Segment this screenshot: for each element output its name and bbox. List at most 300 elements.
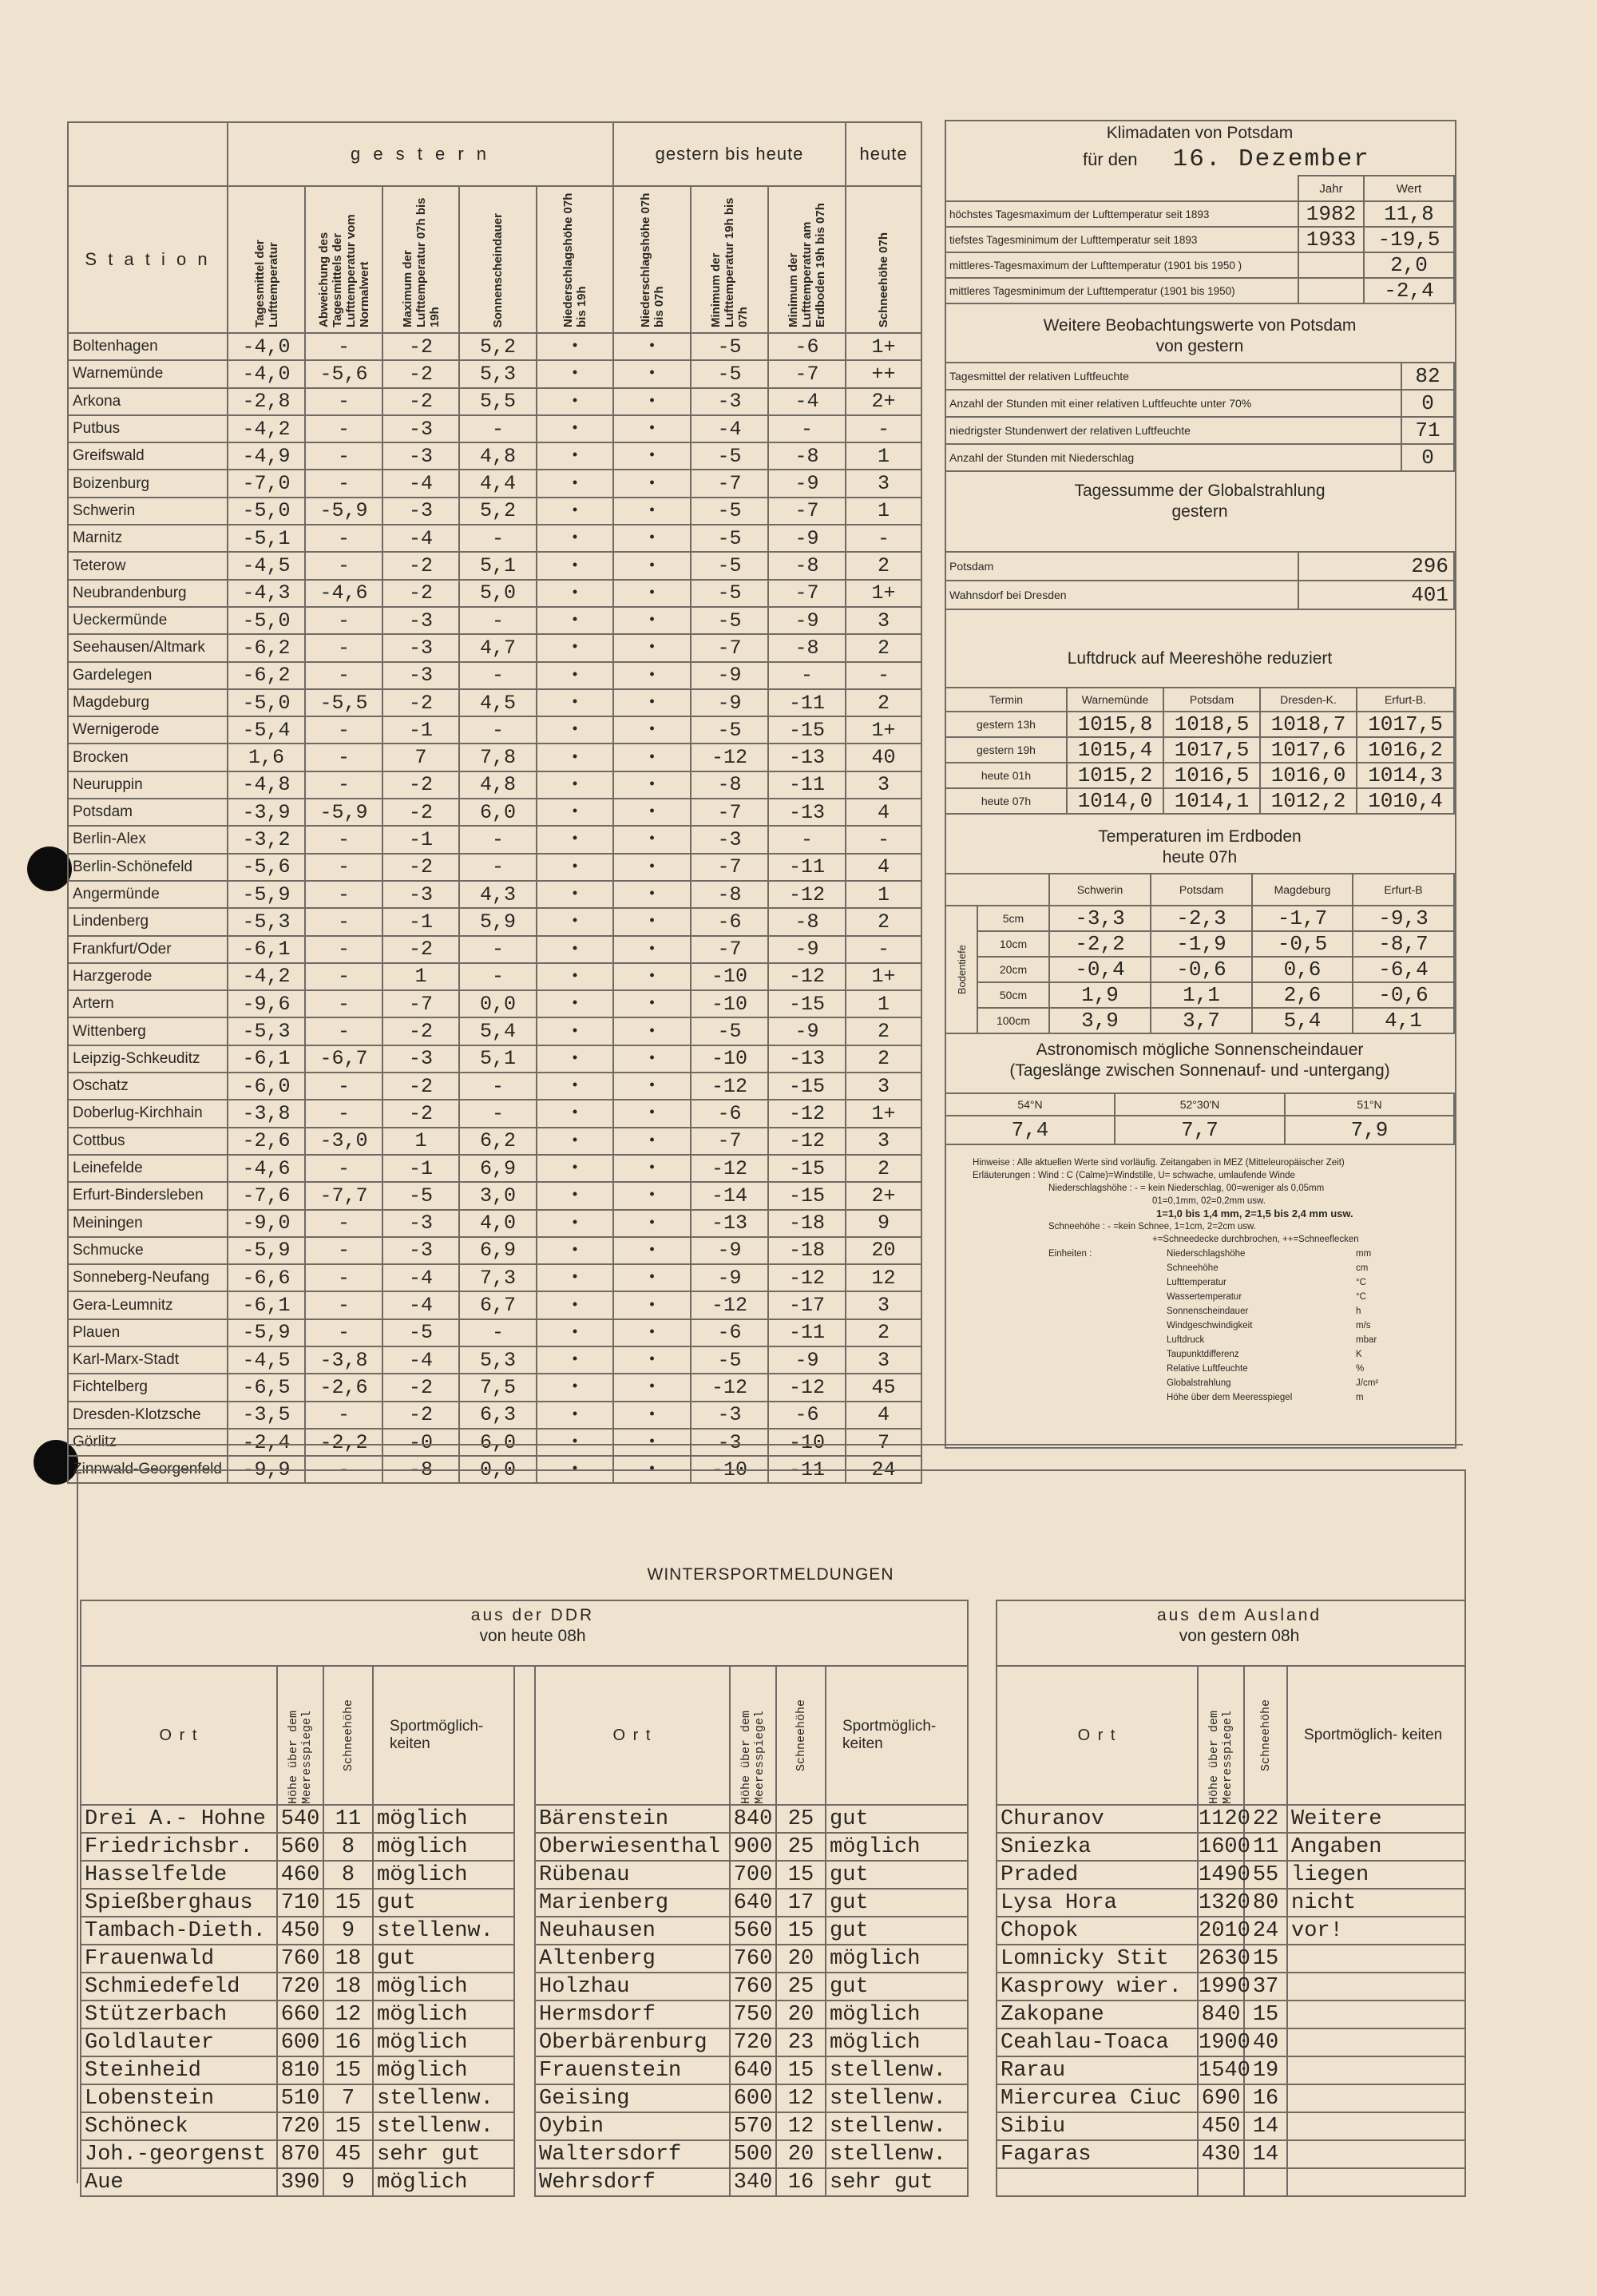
astro-value: 7,7	[1115, 1116, 1285, 1144]
wintersport-row	[81, 2028, 1465, 2056]
station-value: -	[305, 854, 382, 881]
station-value: 7,5	[459, 1374, 537, 1401]
ddr_right-cell: Geising	[535, 2084, 730, 2112]
luftdruck-termin: heute 01h	[945, 763, 1067, 788]
station-value: •	[613, 634, 691, 661]
ausland-cell: 2630	[1198, 1945, 1244, 1973]
erdboden-value: 1,9	[1049, 982, 1151, 1008]
station-row	[68, 1429, 921, 1456]
ddr_right-cell: 12	[776, 2112, 826, 2140]
station-value: -2,6	[228, 1128, 305, 1155]
klima-label: tiefstes Tagesminimum der Lufttemperatur seit 1893	[945, 227, 1298, 252]
ddr-title: aus der DDR	[470, 1606, 595, 1624]
station-value: -4,0	[228, 333, 305, 360]
astro-header: 54°N	[945, 1093, 1115, 1116]
station-value: •	[537, 1237, 613, 1264]
luftdruck-value: 1015,2	[1067, 763, 1163, 788]
column-header-text: Schneehöhe 07h	[877, 232, 891, 327]
station-value: •	[537, 826, 613, 853]
erdboden-row	[945, 982, 1454, 1008]
station-value: 6,0	[459, 1429, 537, 1456]
ausland-cell: 690	[1198, 2084, 1244, 2112]
station-value: -10	[768, 1429, 846, 1456]
ddr_left-cell: Lobenstein	[81, 2084, 277, 2112]
ddr_left-cell: Hasselfelde	[81, 1861, 277, 1889]
station-value: -15	[768, 990, 846, 1017]
station-value: -7	[382, 990, 459, 1017]
station-value: -	[768, 662, 846, 689]
station-name: Wittenberg	[68, 1017, 228, 1045]
ausland-cell: 1540	[1198, 2056, 1244, 2084]
station-value: -9,0	[228, 1210, 305, 1237]
luftdruck-row	[945, 788, 1454, 814]
station-name: Leipzig-Schkeuditz	[68, 1045, 228, 1073]
hinweise-line3: Niederschlagshöhe : - = kein Niederschlag, 00=weniger als 0,05mm	[1048, 1184, 1325, 1193]
ddr_right-cell: möglich	[826, 2028, 968, 2056]
station-value: -9	[768, 607, 846, 634]
station-value: •	[613, 744, 691, 771]
station-name: Dresden-Klotzsche	[68, 1402, 228, 1429]
erdboden-row	[945, 957, 1454, 982]
ausland-cell: 22	[1244, 1805, 1287, 1833]
station-value: -	[459, 826, 537, 853]
station-row	[68, 1210, 921, 1237]
station-value: 1+	[846, 716, 921, 744]
einheit-row	[973, 1362, 1452, 1377]
station-value: -12	[691, 1155, 768, 1182]
station-value: -7	[768, 498, 846, 525]
station-value: -2,2	[305, 1429, 382, 1456]
global-label: Potsdam	[945, 552, 1298, 581]
station-value: -	[305, 1319, 382, 1346]
station-value: 5,1	[459, 1045, 537, 1073]
ausland-cell	[997, 2168, 1198, 2196]
einheit-row	[973, 1334, 1452, 1348]
ddr_right-cell: 840	[730, 1805, 776, 1833]
ausland-cell: Zakopane	[997, 2001, 1198, 2028]
station-value: -	[459, 1073, 537, 1100]
station-value: •	[613, 442, 691, 470]
station-value: •	[537, 388, 613, 415]
hinweise-line5: 1=1,0 bis 1,4 mm, 2=1,5 bis 2,4 mm usw.	[1156, 1207, 1353, 1219]
station-value: -	[305, 826, 382, 853]
erdboden-value: -1,7	[1252, 906, 1353, 931]
station-value: -	[305, 771, 382, 799]
station-value: •	[537, 333, 613, 360]
station-value: 1	[846, 881, 921, 908]
station-value: -	[459, 415, 537, 442]
ddr_right-cell: 23	[776, 2028, 826, 2056]
station-name: Görlitz	[68, 1429, 228, 1456]
ddr_left-cell: möglich	[373, 1861, 514, 1889]
column-header-4	[537, 186, 613, 333]
ddr_left-cell: 18	[323, 1945, 373, 1973]
luftdruck-value: 1018,5	[1163, 712, 1260, 737]
erdboden-value: 5,4	[1252, 1008, 1353, 1033]
einheit-unit: mbar	[1356, 1335, 1377, 1345]
station-value: •	[613, 799, 691, 826]
station-value: 6,0	[459, 799, 537, 826]
wintersport-table	[80, 1600, 1466, 2197]
group-header-heute: heute	[846, 122, 921, 186]
station-value: -6,1	[228, 936, 305, 963]
station-value: -	[459, 716, 537, 744]
station-value: -2,4	[228, 1429, 305, 1456]
einheit-row	[973, 1305, 1452, 1319]
station-value: -5	[691, 333, 768, 360]
station-value: -2	[382, 360, 459, 387]
station-value: 5,2	[459, 333, 537, 360]
station-value: -4	[382, 470, 459, 497]
ausland-cell: 1600	[1198, 1833, 1244, 1861]
ddr_left-cell: 390	[277, 2168, 323, 2196]
station-value: -	[846, 826, 921, 853]
station-value: -	[459, 936, 537, 963]
station-value: •	[537, 1346, 613, 1374]
ddr_left-cell: gut	[373, 1889, 514, 1917]
station-value: -3	[382, 415, 459, 442]
station-value: •	[613, 333, 691, 360]
station-name: Greifswald	[68, 442, 228, 470]
ausland-cell: 11	[1244, 1833, 1287, 1861]
ausland-cell	[1287, 1945, 1465, 1973]
einheit-name: Niederschlagshöhe	[1167, 1249, 1246, 1259]
wintersport-row	[81, 2084, 1465, 2112]
ddr_left-cell: möglich	[373, 2028, 514, 2056]
erdboden-value: -0,6	[1151, 957, 1252, 982]
station-name: Meiningen	[68, 1210, 228, 1237]
hoehe-header-text: Höhe über dem Meeresspiegel	[739, 1710, 767, 1804]
ddr_left-cell: möglich	[373, 1973, 514, 2001]
klima-jahr: 1982	[1298, 201, 1364, 227]
wintersport-title: WINTERSPORTMELDUNGEN	[647, 1565, 894, 1584]
einheit-name: Windgeschwindigkeit	[1167, 1321, 1253, 1330]
station-value: -9	[768, 1017, 846, 1045]
ddr_right-cell: 750	[730, 2001, 776, 2028]
ausland-sport-header: Sportmöglich- keiten	[1287, 1666, 1465, 1805]
ddr_right-cell: 560	[730, 1917, 776, 1945]
erdboden-value: 2,6	[1252, 982, 1353, 1008]
station-value: -3	[382, 607, 459, 634]
station-value: -7	[691, 799, 768, 826]
ausland-cell: liegen	[1287, 1861, 1465, 1889]
ws-gap	[514, 1805, 535, 1833]
astro-value: 7,9	[1285, 1116, 1454, 1144]
einheit-row	[973, 1391, 1452, 1406]
station-row	[68, 360, 921, 387]
ddr_left-cell: 15	[323, 2112, 373, 2140]
ausland-cell: 15	[1244, 2001, 1287, 2028]
ddr-right-sport-header: Sportmöglich- keiten	[826, 1666, 968, 1805]
astro-header-row	[945, 1093, 1454, 1116]
station-value: 1+	[846, 1100, 921, 1127]
group-header-gestern-bis-heute: gestern bis heute	[613, 122, 846, 186]
astro-value-row	[945, 1116, 1454, 1144]
ddr_right-cell: stellenw.	[826, 2056, 968, 2084]
luftdruck-value: 1016,5	[1163, 763, 1260, 788]
station-value: -	[846, 936, 921, 963]
station-value: •	[613, 854, 691, 881]
station-row	[68, 442, 921, 470]
ddr-header-cell	[81, 1600, 968, 1666]
station-row	[68, 771, 921, 799]
erdboden-value: -3,3	[1049, 906, 1151, 931]
station-value: -	[305, 1017, 382, 1045]
ws-gap	[968, 1917, 997, 1945]
station-name: Brocken	[68, 744, 228, 771]
station-name: Schwerin	[68, 498, 228, 525]
wintersport-row	[81, 1945, 1465, 1973]
station-value: •	[537, 716, 613, 744]
ausland-cell: 1900	[1198, 2028, 1244, 2056]
station-value: -8	[691, 771, 768, 799]
station-value: -12	[768, 881, 846, 908]
station-value: -3,5	[228, 1402, 305, 1429]
ddr_right-cell: 25	[776, 1805, 826, 1833]
ddr_left-cell: 12	[323, 2001, 373, 2028]
station-value: 7,8	[459, 744, 537, 771]
ddr_left-cell: möglich	[373, 2168, 514, 2196]
ws-gap	[968, 1833, 997, 1861]
hoehe-header-text: Höhe über dem Meeresspiegel	[1207, 1710, 1235, 1804]
luftdruck-value: 1015,8	[1067, 712, 1163, 737]
station-value: -	[305, 881, 382, 908]
station-value: •	[613, 1319, 691, 1346]
station-value: -5	[691, 360, 768, 387]
station-value: -	[305, 963, 382, 990]
station-name: Erfurt-Bindersleben	[68, 1182, 228, 1209]
station-value: 3	[846, 1346, 921, 1374]
station-value: -8	[768, 634, 846, 661]
ws-gap	[968, 2084, 997, 2112]
station-value: •	[613, 1237, 691, 1264]
station-value: 1,6	[228, 744, 305, 771]
erdboden-value: 3,7	[1151, 1008, 1252, 1033]
station-value: -11	[768, 771, 846, 799]
station-value: •	[537, 1456, 613, 1483]
jahr-header: Jahr	[1298, 176, 1364, 201]
ws-gap	[514, 1945, 535, 1973]
ddr_left-cell: Aue	[81, 2168, 277, 2196]
station-row	[68, 333, 921, 360]
station-row	[68, 525, 921, 552]
station-name: Seehausen/Altmark	[68, 634, 228, 661]
station-name: Wernigerode	[68, 716, 228, 744]
station-value: 3	[846, 1291, 921, 1319]
ausland-cell	[1287, 1973, 1465, 2001]
station-row	[68, 908, 921, 935]
station-value: •	[537, 1100, 613, 1127]
ddr_left-cell: stellenw.	[373, 2084, 514, 2112]
station-value: 3	[846, 607, 921, 634]
station-value: -5	[691, 552, 768, 579]
ausland-cell: Ceahlau-Toaca	[997, 2028, 1198, 2056]
ddr_right-cell: 25	[776, 1833, 826, 1861]
wintersport-row	[81, 2168, 1465, 2196]
station-value: -5,0	[228, 689, 305, 716]
ddr_left-cell: möglich	[373, 2001, 514, 2028]
column-header-text: Abweichung des Tagesmittels der Lufttemperatur vom Normalwert	[316, 214, 371, 327]
station-value: 5,3	[459, 360, 537, 387]
wintersport-row	[81, 2140, 1465, 2168]
klima-blank	[945, 176, 1298, 201]
station-value: •	[537, 1155, 613, 1182]
ausland-cell	[1244, 2168, 1287, 2196]
ws-gap	[968, 1861, 997, 1889]
einheit-unit: cm	[1356, 1263, 1369, 1273]
ddr_right-cell: 16	[776, 2168, 826, 2196]
station-value: -	[459, 854, 537, 881]
klimadaten-date-line	[1083, 145, 1370, 173]
station-value: -	[305, 442, 382, 470]
weitere-label: Anzahl der Stunden mit Niederschlag	[945, 444, 1401, 471]
station-row	[68, 498, 921, 525]
einheit-row	[973, 1319, 1452, 1334]
station-value: •	[537, 908, 613, 935]
ausland-cell: 24	[1244, 1917, 1287, 1945]
station-value: 4,4	[459, 470, 537, 497]
station-value: 6,3	[459, 1402, 537, 1429]
station-value: -	[846, 415, 921, 442]
hoehe-header-text: Höhe über dem Meeresspiegel	[287, 1710, 314, 1804]
hinweise-line6: Schneehöhe : - =kein Schnee, 1=1cm, 2=2cm usw.	[1048, 1222, 1256, 1231]
weitere-wert: 0	[1401, 390, 1454, 417]
station-value: -1	[382, 908, 459, 935]
station-name: Fichtelberg	[68, 1374, 228, 1401]
einheit-name: Relative Luftfeuchte	[1167, 1364, 1248, 1374]
global-wert: 296	[1298, 552, 1454, 581]
station-value: -2	[382, 1073, 459, 1100]
ws-gap	[514, 2168, 535, 2196]
station-name: Harzgerode	[68, 963, 228, 990]
station-value: •	[537, 1210, 613, 1237]
global-row	[945, 552, 1454, 581]
einheit-unit: °C	[1356, 1278, 1366, 1287]
station-value: •	[613, 1182, 691, 1209]
station-value: -9	[768, 525, 846, 552]
klimadaten-table	[945, 175, 1455, 304]
station-value: -3	[382, 498, 459, 525]
station-value: 3	[846, 1073, 921, 1100]
weitere-label: niedrigster Stundenwert der relativen Luftfeuchte	[945, 417, 1401, 444]
ws-gap	[514, 2056, 535, 2084]
ddr_left-cell: 760	[277, 1945, 323, 1973]
station-value: -3	[382, 1210, 459, 1237]
ddr_right-cell: Holzhau	[535, 1973, 730, 2001]
station-value: -7	[691, 634, 768, 661]
station-name: Schmucke	[68, 1237, 228, 1264]
frame-top-line	[67, 1444, 1463, 1445]
station-value: 2+	[846, 388, 921, 415]
ausland-cell: 2010	[1198, 1917, 1244, 1945]
column-header-text: Maximum der Lufttemperatur 07h bis 19h	[400, 197, 442, 327]
station-name: Doberlug-Kirchhain	[68, 1100, 228, 1127]
station-value: -	[305, 744, 382, 771]
astro-heading: Astronomisch mögliche Sonnenscheindauer	[1036, 1041, 1364, 1059]
station-value: -	[459, 662, 537, 689]
ausland-cell: 80	[1244, 1889, 1287, 1917]
klima-jahr	[1298, 278, 1364, 303]
luftdruck-header-row	[945, 688, 1454, 712]
ddr_left-cell: 810	[277, 2056, 323, 2084]
station-value: -4,8	[228, 771, 305, 799]
station-value: -7,0	[228, 470, 305, 497]
ausland-cell: 55	[1244, 1861, 1287, 1889]
station-row	[68, 388, 921, 415]
station-value: -7	[768, 360, 846, 387]
ddr_right-cell: Neuhausen	[535, 1917, 730, 1945]
station-value: •	[613, 470, 691, 497]
station-value: -3	[382, 662, 459, 689]
ddr_left-cell: Frauenwald	[81, 1945, 277, 1973]
station-value: -2	[382, 799, 459, 826]
luftdruck-termin: gestern 13h	[945, 712, 1067, 737]
ddr_right-cell: gut	[826, 1973, 968, 2001]
station-value: -4	[382, 1346, 459, 1374]
station-value: -2,8	[228, 388, 305, 415]
ddr_right-cell: 25	[776, 1973, 826, 2001]
ausland-ort-header: O r t	[997, 1666, 1198, 1805]
ws-gap	[968, 1889, 997, 1917]
station-value: -11	[768, 1319, 846, 1346]
station-value: -15	[768, 1073, 846, 1100]
schnee-header-text: Schneehöhe	[794, 1699, 808, 1771]
station-row	[68, 1291, 921, 1319]
erdboden-header-row	[945, 874, 1454, 906]
ddr_left-cell: 9	[323, 2168, 373, 2196]
weitere-label: Anzahl der Stunden mit einer relativen Luftfeuchte unter 70%	[945, 390, 1401, 417]
luftdruck-header: Termin	[945, 688, 1067, 712]
station-row	[68, 1319, 921, 1346]
station-row	[68, 634, 921, 661]
klima-row	[945, 278, 1454, 303]
ausland-cell	[1198, 2168, 1244, 2196]
station-value: -9	[768, 470, 846, 497]
ddr_left-cell: möglich	[373, 1805, 514, 1833]
station-value: -6,2	[228, 634, 305, 661]
ddr_right-cell: Frauenstein	[535, 2056, 730, 2084]
station-row	[68, 1073, 921, 1100]
station-value: 7	[846, 1429, 921, 1456]
station-value: -	[305, 716, 382, 744]
weitere-row	[945, 417, 1454, 444]
wintersport-row	[81, 2001, 1465, 2028]
ausland-cell: Miercurea Ciuc	[997, 2084, 1198, 2112]
ausland-cell	[1287, 2028, 1465, 2056]
einheit-unit: h	[1356, 1307, 1361, 1316]
ddr_right-cell: stellenw.	[826, 2112, 968, 2140]
column-header-2	[382, 186, 459, 333]
station-row	[68, 1017, 921, 1045]
global-row	[945, 581, 1454, 609]
station-value: ++	[846, 360, 921, 387]
station-value: •	[613, 360, 691, 387]
station-value: -	[305, 552, 382, 579]
station-value: -3,9	[228, 799, 305, 826]
ddr-right-hoehe-header	[730, 1666, 776, 1805]
station-value: 2+	[846, 1182, 921, 1209]
station-value: -9	[768, 936, 846, 963]
ddr_right-cell: 760	[730, 1973, 776, 2001]
luftdruck-value: 1015,4	[1067, 737, 1163, 763]
erdboden-value: 4,1	[1353, 1008, 1454, 1033]
station-row	[68, 580, 921, 607]
station-value: 5,4	[459, 1017, 537, 1045]
station-value: -8	[768, 442, 846, 470]
station-value: -3,2	[228, 826, 305, 853]
station-value: 24	[846, 1456, 921, 1483]
ddr_right-cell: Bärenstein	[535, 1805, 730, 1833]
